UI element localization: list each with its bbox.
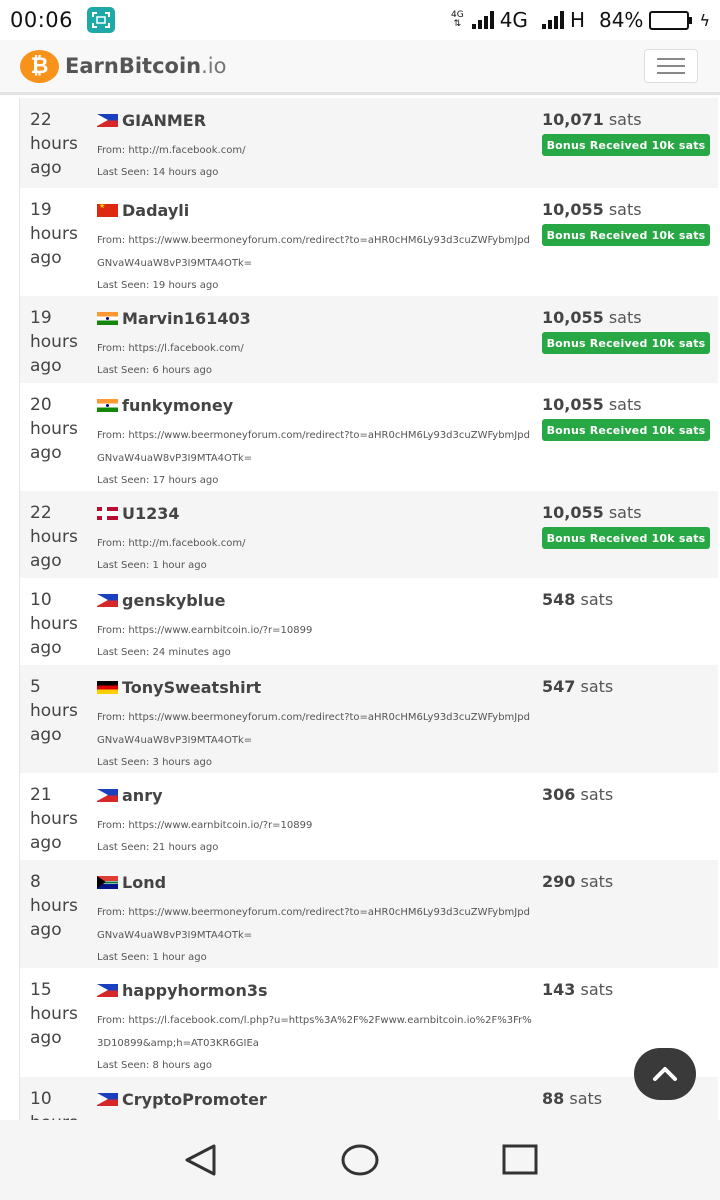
earned-amount <box>542 785 613 804</box>
referrer-source: From: http://m.facebook.com/ <box>97 538 246 549</box>
referrer-source: From: https://www.earnbitcoin.io/?r=10899 <box>97 625 313 636</box>
brand-link[interactable] <box>65 54 226 78</box>
user-info <box>97 872 537 964</box>
chevron-up-icon <box>652 1066 678 1082</box>
amount-value: 290 <box>542 872 576 891</box>
time-ago-part: 19 <box>30 308 52 328</box>
time-ago-part: 15 <box>30 980 52 1000</box>
charging-icon: ϟ <box>699 10 710 30</box>
referrer-source: From: https://l.facebook.com/l.php?u=https%3A%2F%2Fwww.earnbitcoin.io%2F%3Fr%3D10899&amp;h=AT03KR6GIEa <box>97 1015 532 1049</box>
user-info <box>97 110 537 179</box>
network-type-label-2: H <box>569 8 585 32</box>
time-ago-part: hours <box>30 896 78 916</box>
country-flag-icon <box>97 312 118 325</box>
username-row <box>97 590 537 610</box>
username-row <box>97 785 537 805</box>
last-seen: Last Seen: 21 hours ago <box>97 842 219 853</box>
hamburger-line <box>657 65 685 67</box>
time-ago <box>30 870 90 942</box>
country-flag-icon <box>97 114 118 127</box>
amount-unit: sats <box>608 308 642 327</box>
amount-value: 306 <box>542 785 576 804</box>
time-ago-part: 8 <box>30 872 41 892</box>
network-type-label: 4G <box>499 8 528 32</box>
referrer-source: From: https://www.beermoneyforum.com/redirect?to=aHR0cHM6Ly93d3cuZWFybmJpdGNvaW4uaW8vP3I9MTA4OTk= <box>97 907 530 941</box>
username-row <box>97 395 537 415</box>
user-info <box>97 308 537 377</box>
referral-list <box>19 98 718 1120</box>
hamburger-line <box>657 58 685 60</box>
username: anry <box>122 785 163 805</box>
time-ago-part: hours <box>30 614 78 634</box>
earned-amount <box>542 395 642 414</box>
country-flag-icon <box>97 681 118 694</box>
time-ago-part: ago <box>30 443 62 463</box>
bonus-badge: Bonus Received 10k sats <box>542 332 710 354</box>
time-ago-part: 19 <box>30 200 52 220</box>
time-ago-part: hours <box>30 1004 78 1024</box>
username: funkymoney <box>122 395 234 415</box>
time-ago-part: 10 <box>30 1089 52 1109</box>
amount-unit: sats <box>569 1089 603 1108</box>
username-row <box>97 872 537 892</box>
bonus-badge: Bonus Received 10k sats <box>542 527 710 549</box>
earned-amount <box>542 308 642 327</box>
user-info <box>97 395 537 487</box>
last-seen: Last Seen: 14 hours ago <box>97 167 219 178</box>
bonus-badge: Bonus Received 10k sats <box>542 419 710 441</box>
battery-percent: 84% <box>598 8 644 32</box>
time-ago-part: 22 <box>30 503 52 523</box>
amount-value: 10,055 <box>542 395 604 414</box>
menu-toggle-button[interactable] <box>644 49 698 83</box>
last-seen: Last Seen: 1 hour ago <box>97 560 207 571</box>
username-row <box>97 980 537 1000</box>
amount-value: 143 <box>542 980 576 999</box>
amount-unit: sats <box>608 200 642 219</box>
user-info <box>97 590 537 659</box>
screen-capture-icon <box>87 7 115 33</box>
username-row <box>97 503 537 523</box>
time-ago-part: ago <box>30 551 62 571</box>
amount-value: 10,055 <box>542 200 604 219</box>
earned-amount <box>542 200 642 219</box>
list-item <box>20 491 718 578</box>
username-row <box>97 1089 537 1109</box>
last-seen: Last Seen: 6 hours ago <box>97 365 212 376</box>
referrer-source: From: https://www.beermoneyforum.com/redirect?to=aHR0cHM6Ly93d3cuZWFybmJpdGNvaW4uaW8vP3I9MTA4OTk= <box>97 712 530 746</box>
signal-icon <box>542 11 564 29</box>
scroll-top-button[interactable] <box>634 1048 696 1100</box>
username: happyhormon3s <box>122 980 268 1000</box>
user-info <box>97 980 537 1072</box>
amount-unit: sats <box>580 785 614 804</box>
time-ago-part: 10 <box>30 590 52 610</box>
username-row <box>97 110 537 130</box>
list-item <box>20 383 718 491</box>
time-ago <box>30 978 90 1050</box>
network-4g-small: 4G ⇅ <box>451 10 464 29</box>
username: Lond <box>122 872 167 892</box>
country-flag-icon <box>97 204 118 217</box>
username-row <box>97 200 537 220</box>
username-row <box>97 677 537 697</box>
last-seen: Last Seen: 24 minutes ago <box>97 647 231 658</box>
time-ago-part: ago <box>30 1028 62 1048</box>
site-navbar <box>0 40 720 95</box>
last-seen: Last Seen: 17 hours ago <box>97 475 219 486</box>
referrer-source: From: https://www.beermoneyforum.com/redirect?to=aHR0cHM6Ly93d3cuZWFybmJpdGNvaW4uaW8vP3I9MTA4OTk= <box>97 235 530 269</box>
time-ago-part: ago <box>30 158 62 178</box>
status-time: 00:06 <box>10 8 74 32</box>
list-item <box>20 578 718 665</box>
referrer-source: From: https://www.beermoneyforum.com/redirect?to=aHR0cHM6Ly93d3cuZWFybmJpdGNvaW4uaW8vP3I9MTA4OTk= <box>97 430 530 464</box>
list-item <box>20 665 718 773</box>
brand-name: EarnBitcoin <box>65 54 202 78</box>
amount-value: 548 <box>542 590 576 609</box>
list-item <box>20 98 718 188</box>
time-ago-part: 20 <box>30 395 52 415</box>
amount-value: 88 <box>542 1089 565 1108</box>
time-ago <box>30 198 90 270</box>
username: genskyblue <box>122 590 226 610</box>
amount-unit: sats <box>608 395 642 414</box>
amount-unit: sats <box>580 872 614 891</box>
earned-amount <box>542 872 613 891</box>
amount-value: 547 <box>542 677 576 696</box>
time-ago-part: hours <box>30 701 78 721</box>
list-item <box>20 860 718 968</box>
bonus-badge: Bonus Received 10k sats <box>542 134 710 156</box>
time-ago-part: ago <box>30 920 62 940</box>
bonus-badge: Bonus Received 10k sats <box>542 224 710 246</box>
user-info <box>97 785 537 854</box>
home-icon[interactable] <box>335 1135 385 1185</box>
list-item <box>20 188 718 296</box>
time-ago <box>30 393 90 465</box>
amount-unit: sats <box>608 110 642 129</box>
country-flag-icon <box>97 876 118 889</box>
time-ago-part: hours <box>30 527 78 547</box>
last-seen: Last Seen: 3 hours ago <box>97 757 212 768</box>
time-ago <box>30 501 90 573</box>
list-item <box>20 968 718 1077</box>
country-flag-icon <box>97 399 118 412</box>
status-bar <box>0 0 720 40</box>
username: Dadayli <box>122 200 190 220</box>
system-nav-bar <box>0 1120 720 1200</box>
time-ago-part: ago <box>30 833 62 853</box>
username: Marvin161403 <box>122 308 251 328</box>
referrer-source: From: http://m.facebook.com/ <box>97 145 246 156</box>
earned-amount <box>542 110 642 129</box>
username: U1234 <box>122 503 180 523</box>
time-ago <box>30 588 90 660</box>
amount-unit: sats <box>580 677 614 696</box>
earned-amount <box>542 677 613 696</box>
last-seen: Last Seen: 19 hours ago <box>97 280 219 291</box>
country-flag-icon <box>97 1093 118 1106</box>
battery-icon <box>649 11 689 30</box>
country-flag-icon <box>97 507 118 520</box>
amount-unit: sats <box>608 503 642 522</box>
time-ago-part: ago <box>30 725 62 745</box>
username: CryptoPromoter <box>122 1089 267 1109</box>
user-info <box>97 1089 537 1109</box>
time-ago-part: hours <box>30 224 78 244</box>
country-flag-icon <box>97 984 118 997</box>
amount-unit: sats <box>580 590 614 609</box>
time-ago-part: 21 <box>30 785 52 805</box>
hamburger-line <box>657 72 685 74</box>
bitcoin-logo-icon[interactable]: ₿ <box>20 50 59 83</box>
recents-icon[interactable] <box>495 1135 545 1185</box>
time-ago-part: 5 <box>30 677 41 697</box>
time-ago <box>30 306 90 378</box>
time-ago-part: ago <box>30 248 62 268</box>
time-ago-part: ago <box>30 356 62 376</box>
country-flag-icon <box>97 789 118 802</box>
time-ago-part: hours <box>30 419 78 439</box>
referrer-source: From: https://l.facebook.com/ <box>97 343 244 354</box>
user-info <box>97 200 537 292</box>
time-ago-part: hours <box>30 332 78 352</box>
time-ago-part: hours <box>30 134 78 154</box>
list-item <box>20 296 718 383</box>
brand-tld: .io <box>201 54 227 78</box>
country-flag-icon <box>97 594 118 607</box>
signal-icon <box>472 11 494 29</box>
username-row <box>97 308 537 328</box>
referrer-source: From: https://www.earnbitcoin.io/?r=10899 <box>97 820 313 831</box>
username: TonySweatshirt <box>122 677 262 697</box>
amount-value: 10,071 <box>542 110 604 129</box>
last-seen: Last Seen: 1 hour ago <box>97 952 207 963</box>
user-info <box>97 677 537 769</box>
amount-unit: sats <box>580 980 614 999</box>
time-ago-part: hours <box>30 809 78 829</box>
last-seen: Last Seen: 8 hours ago <box>97 1060 212 1071</box>
back-icon[interactable] <box>175 1135 225 1185</box>
earned-amount <box>542 1089 602 1108</box>
list-item <box>20 773 718 860</box>
amount-value: 10,055 <box>542 308 604 327</box>
earned-amount <box>542 980 613 999</box>
time-ago <box>30 108 90 180</box>
amount-value: 10,055 <box>542 503 604 522</box>
username: GIANMER <box>122 110 207 130</box>
time-ago-part: 22 <box>30 110 52 130</box>
time-ago-part: ago <box>30 638 62 658</box>
time-ago <box>30 675 90 747</box>
earned-amount <box>542 590 613 609</box>
time-ago <box>30 783 90 855</box>
earned-amount <box>542 503 642 522</box>
user-info <box>97 503 537 572</box>
